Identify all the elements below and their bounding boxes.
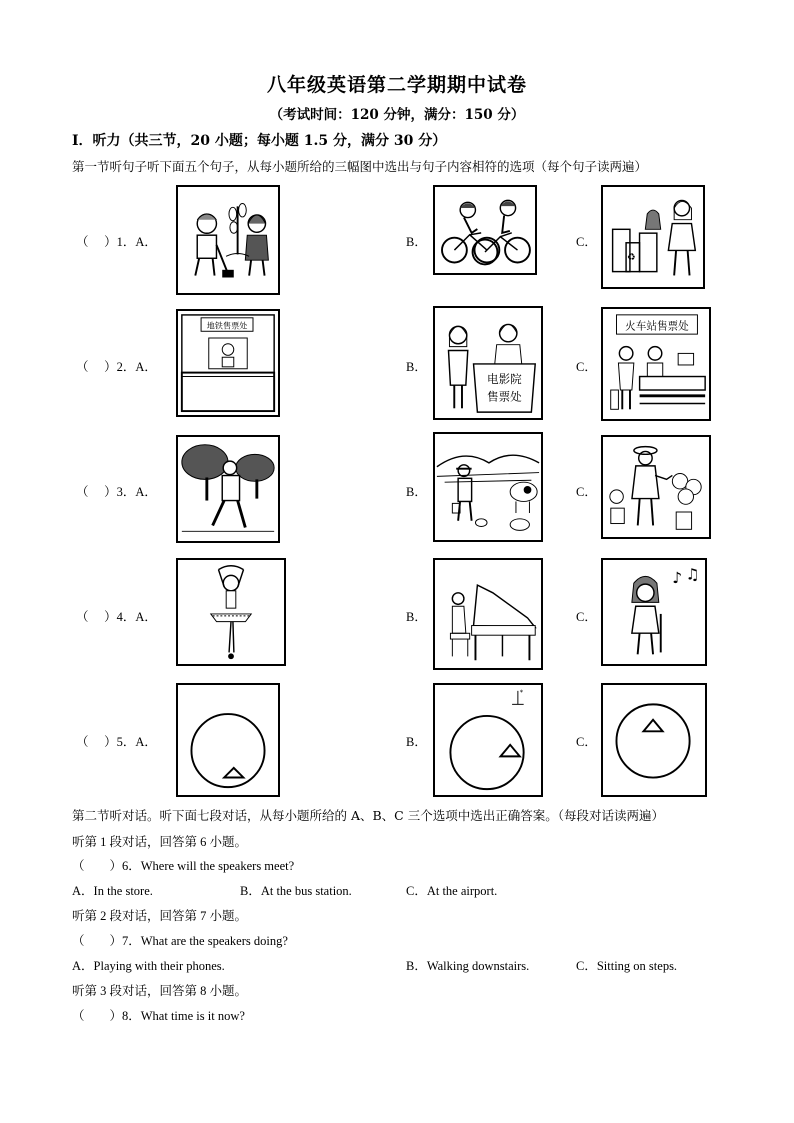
q1-picture-b-cycling[interactable] [433, 185, 537, 275]
question-6-option-c[interactable]: C．At the airport. [406, 884, 498, 898]
dialog2-intro: 听第 2 段对话，回答第 7 小题。 [72, 909, 248, 923]
q5-picture-c-circle-triangle[interactable] [601, 683, 707, 797]
svg-text:♫: ♫ [685, 565, 700, 584]
star-mark: * [519, 688, 524, 697]
question-3-option-c-label: C． [576, 485, 597, 499]
question-2-option-c-label: C． [576, 360, 597, 374]
dialog3-intro: 听第 3 段对话，回答第 8 小题。 [72, 984, 248, 998]
question-7-option-b[interactable]: B．Walking downstairs. [406, 959, 530, 973]
question-8-stem: （ ）8．What time is it now? [72, 1009, 245, 1023]
q4-b-drawing [435, 560, 541, 668]
q4-c-drawing [603, 560, 705, 664]
question-4-option-c-label: C． [576, 610, 597, 624]
question-2-label: （ ）2．A． [76, 360, 157, 374]
svg-text:♻: ♻ [627, 252, 636, 264]
q2-picture-c-train-ticket-office[interactable] [601, 307, 711, 421]
section-title: Ⅰ．听力（共三节，20 小题；每小题 1.5 分，满分 30 分） [72, 133, 447, 149]
q5-b-drawing [435, 685, 541, 795]
part1-instruction: 第一节听句子听下面五个句子，从每小题所给的三幅图中选出与句子内容相符的选项（每个句子读两遍） [72, 159, 648, 174]
svg-text:♪: ♪ [672, 569, 683, 588]
question-7-option-c[interactable]: C．Sitting on steps. [576, 959, 678, 973]
page-title: 八年级英语第二学期期中试卷 [266, 74, 527, 96]
q2-b-drawing [435, 308, 541, 418]
q3-c-drawing [603, 437, 709, 537]
q1-picture-a-planting-tree[interactable] [176, 185, 280, 295]
q2-picture-b-cinema-ticket-office[interactable] [433, 306, 543, 420]
q3-a-drawing [178, 437, 278, 541]
question-5-option-c-label: C． [576, 735, 597, 749]
cinema-sign-line2: 售票处 [487, 389, 522, 404]
question-6-option-a[interactable]: A．In the store. [72, 884, 153, 898]
question-7-stem: （ ）7．What are the speakers doing? [72, 934, 288, 948]
q2-picture-a-subway-ticket-office[interactable] [176, 309, 280, 417]
q5-picture-b-circle-triangle[interactable] [433, 683, 543, 797]
q5-a-drawing [178, 685, 278, 795]
q1-b-drawing [435, 187, 535, 273]
q1-a-drawing [178, 187, 278, 293]
question-6-stem: （ ）6．Where will the speakers meet? [72, 859, 295, 873]
q3-picture-b-farm[interactable] [433, 432, 543, 542]
question-3-label: （ ）3．A． [76, 485, 157, 499]
q2-a-drawing [178, 311, 278, 415]
q1-c-drawing [603, 187, 703, 287]
question-4-label: （ ）4．A． [76, 610, 157, 624]
question-1-option-b-label: B． [406, 235, 427, 249]
exam-info: （考试时间：120 分钟，满分：150 分） [269, 107, 525, 123]
question-1-label: （ ）1．A． [76, 235, 157, 249]
question-1-option-c-label: C． [576, 235, 597, 249]
part2-instruction: 第二节听对话。听下面七段对话，从每小题所给的 A、B、C 三个选项中选出正确答案。（每段对话读两遍） [72, 808, 664, 823]
q2-c-drawing [603, 309, 709, 419]
q5-picture-a-circle-triangle[interactable] [176, 683, 280, 797]
question-4-option-b-label: B． [406, 610, 427, 624]
train-sign-text: 火车站售票处 [625, 320, 689, 333]
question-6-option-b[interactable]: B．At the bus station. [240, 884, 352, 898]
question-7-option-a[interactable]: A．Playing with their phones. [72, 959, 225, 973]
q3-b-drawing [435, 434, 541, 540]
q4-a-drawing [178, 560, 284, 664]
question-3-option-b-label: B． [406, 485, 427, 499]
subway-sign-text: 地铁售票处 [206, 320, 248, 331]
question-5-option-b-label: B． [406, 735, 427, 749]
q3-picture-c-watering-flowers[interactable] [601, 435, 711, 539]
dialog1-intro: 听第 1 段对话，回答第 6 小题。 [72, 835, 248, 849]
question-5-label: （ ）5．A． [76, 735, 157, 749]
q4-picture-c-singing-girl[interactable] [601, 558, 707, 666]
q4-picture-b-piano[interactable] [433, 558, 543, 670]
q4-picture-a-ballet-dancer[interactable] [176, 558, 286, 666]
question-2-option-b-label: B． [406, 360, 427, 374]
q5-c-drawing [603, 685, 705, 795]
q1-picture-c-recycling[interactable] [601, 185, 705, 289]
cinema-sign-line1: 电影院 [487, 372, 522, 387]
q3-picture-a-walking-in-park[interactable] [176, 435, 280, 543]
